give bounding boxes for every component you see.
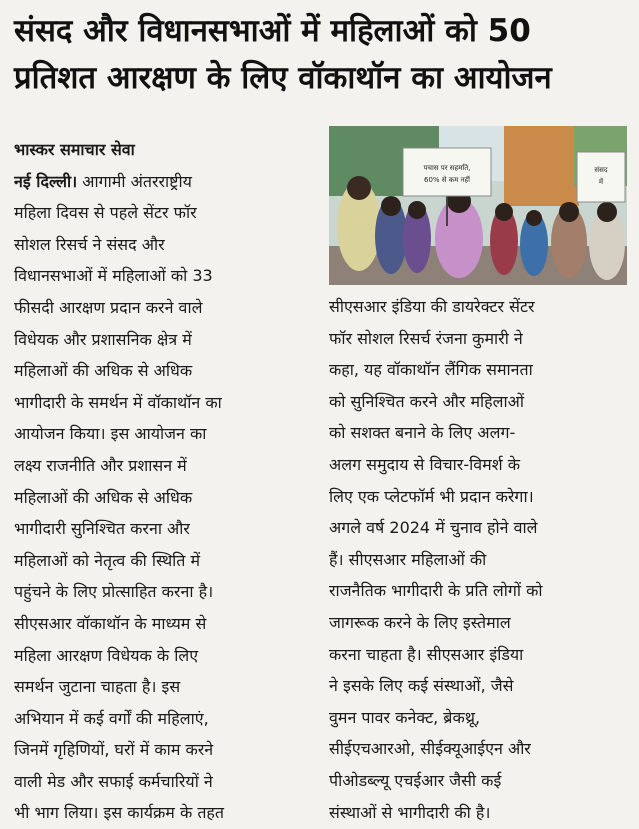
left-line-14: पहुंचने के लिए प्रोत्साहित करना है।: [14, 582, 214, 602]
placard-2-line-2: में: [598, 178, 604, 186]
byline: भास्कर समाचार सेवा: [14, 140, 135, 159]
right-line-1: सीएसआर इंडिया की डायरेक्टर सेंटर: [329, 297, 535, 316]
left-line-17: समर्थन जुटाना चाहता है। इस: [14, 677, 181, 697]
right-line-16: पीओडब्ल्यू एचईआर जैसी कई: [329, 770, 502, 790]
left-line-18: अभियान में कई वर्गों की महिलाएं,: [14, 708, 209, 728]
placard-2-line-1: संसद: [594, 166, 608, 174]
right-line-4: को सुनिश्चित करने और महिलाओं: [329, 391, 525, 411]
left-line-13: महिलाओं को नेतृत्व की स्थिति में: [14, 550, 201, 570]
right-line-14: वुमन पावर कनेक्ट, ब्रेकथ्रू,: [329, 707, 481, 727]
right-line-15: सीईएचआरओ, सीईक्यूआईएन और: [329, 739, 531, 759]
left-line-19: जिनमें गृहिणियों, घरों में काम करने: [14, 740, 214, 760]
left-line-3: सोशल रिसर्च ने संसद और: [14, 234, 165, 254]
left-line-4: विधानसभाओं में महिलाओं को 33: [14, 266, 213, 286]
article-left-column: [14, 134, 318, 829]
headline-line-1: संसद और विधानसभाओं में महिलाओं को 50: [14, 13, 531, 49]
right-line-13: ने इसके लिए कई संस्थाओं, जैसे: [329, 676, 514, 696]
left-line-21: भी भाग लिया। इस कार्यक्रम के तहत: [14, 803, 225, 823]
right-line-6: अलग समुदाय से विचार-विमर्श के: [329, 454, 520, 474]
left-line-6: विधेयक और प्रशासनिक क्षेत्र में: [14, 329, 192, 349]
right-line-9: हैं। सीएसआर महिलाओं की: [329, 549, 487, 569]
right-line-12: करना चाहता है। सीएसआर इंडिया: [329, 644, 524, 664]
left-line-5: फीसदी आरक्षण प्रदान करने वाले: [14, 297, 203, 317]
right-line-3: कहा, यह वॉकाथॉन लैंगिक समानता: [329, 360, 533, 380]
dateline: नई दिल्ली।: [14, 171, 78, 191]
walkathon-photo-illustration: [329, 126, 627, 285]
headline-line-2: प्रतिशत आरक्षण के लिए वॉकाथॉन का आयोजन: [14, 60, 552, 96]
right-line-10: राजनैतिक भागीदारी के प्रति लोगों को: [329, 581, 543, 601]
placard-1-line-2: 60% से कम नहीं: [424, 176, 470, 184]
article-right-column: [329, 291, 629, 828]
left-line-10: लक्ष्य राजनीति और प्रशासन में: [14, 455, 187, 475]
first-line-text: आगामी अंतरराष्ट्रीय: [77, 171, 192, 191]
left-line-15: सीएसआर वॉकाथॉन के माध्यम से: [14, 613, 207, 633]
left-line-9: आयोजन किया। इस आयोजन का: [14, 424, 207, 444]
right-line-7: लिए एक प्लेटफॉर्म भी प्रदान करेगा।: [329, 486, 534, 506]
left-line-11: महिलाओं की अधिक से अधिक: [14, 487, 193, 507]
headline: [14, 8, 626, 102]
left-line-12: भागीदारी सुनिश्चित करना और: [14, 519, 190, 539]
left-line-7: महिलाओं की अधिक से अधिक: [14, 361, 193, 381]
right-line-8: अगले वर्ष 2024 में चुनाव होने वाले: [329, 518, 538, 538]
placard-1-line-1: पचास पर सहमति,: [423, 164, 471, 172]
right-line-5: को सशक्त बनाने के लिए अलग-: [329, 423, 516, 443]
right-line-11: जागरूक करने के लिए इस्तेमाल: [329, 612, 511, 632]
left-line-16: महिला आरक्षण विधेयक के लिए: [14, 645, 199, 665]
left-line-8: भागीदारी के समर्थन में वॉकाथॉन का: [14, 392, 222, 412]
walkathon-photo: [329, 126, 627, 285]
left-line-20: वाली मेड और सफाई कर्मचारियों ने: [14, 771, 213, 791]
first-line: [14, 166, 318, 198]
right-line-2: फॉर सोशल रिसर्च रंजना कुमारी ने: [329, 328, 523, 348]
right-line-17: संस्थाओं से भागीदारी की है।: [329, 802, 491, 822]
left-line-2: महिला दिवस से पहले सेंटर फॉर: [14, 203, 197, 223]
